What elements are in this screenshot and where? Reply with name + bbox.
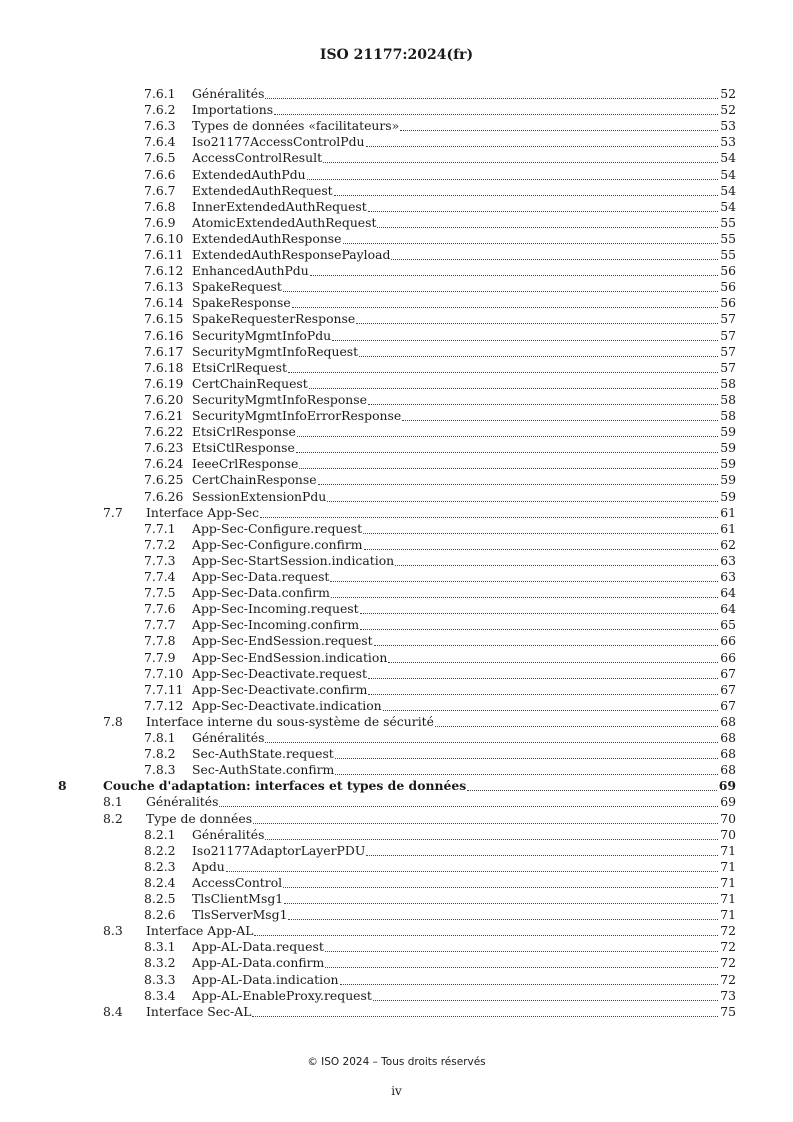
toc-entry-title: SecurityMgmtInfoResponse [192, 391, 367, 407]
toc-entry-number: 7.6.1 [144, 86, 176, 101]
dot-leader [219, 805, 718, 807]
toc-entry-page: 57 [720, 359, 736, 375]
toc-entry-page: 56 [720, 279, 736, 295]
toc-entry-title: Sec-AuthState.confirm [192, 762, 335, 778]
toc-entry-page: 67 [720, 697, 736, 713]
toc-entry[interactable] [0, 231, 793, 247]
toc-entry-title: ExtendedAuthResponsePayload [192, 247, 391, 262]
toc-entry-number: 7.8.3 [144, 762, 176, 778]
toc-entry-title: EtsiCrlRequest [192, 359, 287, 375]
dot-leader [288, 371, 718, 373]
toc-entry-title: App-Sec-Data.confirm [192, 585, 330, 601]
toc-entry-number: 8.4 [103, 1003, 123, 1019]
toc-entry[interactable] [0, 118, 793, 134]
toc-entry-page: 67 [720, 665, 736, 681]
toc-entry-title: Types de données «facilitateurs» [192, 118, 400, 134]
toc-entry-number: 7.6.22 [144, 424, 184, 440]
toc-entry-page: 56 [720, 295, 736, 311]
toc-entry-number: 7.6.6 [144, 166, 176, 182]
toc-entry[interactable] [0, 891, 793, 907]
dot-leader [368, 210, 718, 212]
toc-entry-number: 8 [58, 778, 67, 794]
toc-entry-page: 69 [720, 794, 736, 810]
toc-entry[interactable] [0, 167, 793, 183]
toc-entry-title: App-Sec-Data.request [192, 569, 330, 584]
toc-entry[interactable] [0, 988, 793, 1004]
toc-entry-page: 68 [720, 713, 736, 729]
toc-entry-title: Interface interne du sous-système de sécurité [146, 713, 434, 729]
toc-entry-title: SessionExtensionPdu [192, 488, 327, 504]
toc-entry-page: 52 [720, 86, 736, 101]
toc-entry[interactable] [0, 311, 793, 327]
toc-entry-number: 7.6.2 [144, 102, 176, 118]
toc-entry-page: 62 [720, 536, 736, 552]
dot-leader [332, 339, 718, 341]
toc-entry-page: 57 [720, 311, 736, 327]
dot-leader [383, 709, 719, 711]
toc-entry[interactable] [0, 811, 793, 827]
toc-entry-number: 7.6.16 [144, 327, 184, 343]
page-number: iv [391, 1084, 402, 1098]
dot-leader [309, 387, 718, 389]
dot-leader [327, 500, 718, 502]
toc-entry-page: 61 [720, 504, 736, 520]
toc-entry-title: CertChainResponse [192, 472, 317, 488]
dot-leader [373, 999, 718, 1001]
dot-leader [377, 226, 718, 228]
toc-entry-title: Généralités [192, 730, 265, 745]
toc-entry[interactable] [0, 843, 793, 859]
toc-entry-number: 8.3.3 [144, 971, 176, 987]
document-header: ISO 21177:2024(fr) [319, 47, 474, 63]
toc-entry[interactable] [0, 505, 793, 521]
toc-entry[interactable] [0, 875, 793, 891]
toc-entry[interactable] [0, 972, 793, 988]
toc-entry-title: Généralités [192, 86, 265, 101]
toc-entry-page: 54 [720, 150, 736, 166]
toc-entry-page: 72 [720, 971, 736, 987]
dot-leader [260, 516, 718, 518]
toc-entry-title: AccessControl [192, 874, 283, 890]
toc-entry[interactable] [0, 215, 793, 231]
toc-entry-page: 59 [720, 440, 736, 456]
toc-entry-title: App-AL-Data.confirm [192, 955, 325, 971]
dot-leader [331, 596, 718, 598]
toc-entry-title: App-AL-Data.indication [192, 971, 339, 987]
toc-entry-number: 8.2.5 [144, 891, 176, 906]
toc-entry[interactable] [0, 698, 793, 714]
dot-leader [368, 403, 718, 405]
toc-entry[interactable] [0, 794, 793, 810]
toc-entry-number: 7.6.3 [144, 118, 176, 134]
dot-leader [283, 290, 718, 292]
toc-entry-number: 8.1 [103, 794, 123, 810]
dot-leader [368, 677, 718, 679]
dot-leader [253, 822, 718, 824]
toc-entry[interactable] [0, 424, 793, 440]
toc-entry[interactable] [0, 360, 793, 376]
toc-entry-page: 64 [720, 601, 736, 617]
toc-entry-title: SpakeRequesterResponse [192, 311, 356, 327]
toc-entry[interactable] [0, 778, 793, 794]
toc-entry-number: 7.6.19 [144, 375, 184, 391]
toc-entry-number: 7.6.7 [144, 182, 176, 198]
toc-entry[interactable] [0, 521, 793, 537]
toc-entry-title: Iso21177AccessControlPdu [192, 134, 365, 150]
toc-entry[interactable] [0, 859, 793, 875]
toc-entry-number: 7.6.23 [144, 440, 184, 456]
dot-leader [335, 773, 718, 775]
toc-entry-number: 7.7.4 [144, 569, 176, 584]
toc-entry-number: 7.7.3 [144, 552, 176, 568]
toc-entry[interactable] [0, 537, 793, 553]
toc-entry-number: 7.6.25 [144, 472, 184, 488]
dot-leader [374, 644, 719, 646]
dot-leader [254, 934, 718, 936]
toc-entry[interactable] [0, 328, 793, 344]
toc-entry-number: 7.8.2 [144, 746, 176, 762]
toc-entry-page: 54 [720, 166, 736, 182]
toc-entry-page: 73 [720, 987, 736, 1003]
toc-entry-page: 70 [720, 810, 736, 826]
toc-entry-page: 67 [720, 681, 736, 697]
toc-entry[interactable] [0, 746, 793, 762]
toc-entry[interactable] [0, 392, 793, 408]
dot-leader [274, 113, 718, 115]
toc-entry[interactable] [0, 295, 793, 311]
dot-leader [343, 242, 719, 244]
toc-entry-title: TlsServerMsg1 [192, 907, 288, 923]
toc-entry[interactable] [0, 666, 793, 682]
toc-entry[interactable] [0, 955, 793, 971]
toc-entry[interactable] [0, 1004, 793, 1020]
toc-entry-number: 7.7.7 [144, 617, 176, 633]
dot-leader [265, 741, 718, 743]
toc-entry-number: 8.2.4 [144, 874, 176, 890]
toc-entry-title: SpakeResponse [192, 295, 291, 311]
toc-entry-title: App-Sec-EndSession.indication [192, 649, 388, 665]
toc-entry-title: SecurityMgmtInfoErrorResponse [192, 408, 402, 423]
toc-entry-page: 58 [720, 391, 736, 407]
toc-entry-number: 8.2.3 [144, 858, 176, 874]
dot-leader [360, 612, 719, 614]
toc-entry-page: 57 [720, 327, 736, 343]
dot-leader [467, 789, 717, 791]
toc-entry-number: 7.6.26 [144, 488, 184, 504]
dot-leader [296, 451, 718, 453]
toc-entry-title: Couche d'adaptation: interfaces et types de données [103, 778, 467, 794]
toc-entry[interactable] [0, 440, 793, 456]
dot-leader [297, 435, 718, 437]
dot-leader [366, 145, 719, 147]
toc-entry[interactable] [0, 827, 793, 843]
dot-leader [340, 983, 719, 985]
toc-entry-page: 56 [720, 263, 736, 279]
dot-leader [325, 966, 718, 968]
toc-entry-title: App-Sec-Incoming.confirm [192, 617, 360, 633]
toc-entry-number: 7.6.5 [144, 150, 176, 166]
toc-entry-page: 71 [720, 891, 736, 906]
toc-entry-page: 64 [720, 585, 736, 601]
dot-leader [359, 355, 718, 357]
toc-entry[interactable] [0, 907, 793, 923]
toc-entry-title: App-Sec-EndSession.request [192, 633, 373, 649]
toc-entry-number: 7.6.24 [144, 456, 184, 472]
toc-entry[interactable] [0, 650, 793, 666]
toc-entry-title: AccessControlResult [192, 150, 323, 166]
dot-leader [288, 918, 718, 920]
dot-leader [391, 258, 718, 260]
toc-entry-number: 7.6.11 [144, 247, 184, 262]
toc-entry-page: 70 [720, 826, 736, 842]
dot-leader [395, 564, 718, 566]
dot-leader [400, 129, 718, 131]
toc-entry-title: App-AL-Data.request [192, 939, 324, 955]
toc-entry-title: SecurityMgmtInfoPdu [192, 327, 332, 343]
toc-entry-title: ExtendedAuthPdu [192, 166, 306, 182]
toc-entry-title: Importations [192, 102, 274, 118]
toc-entry-number: 7.7.12 [144, 697, 184, 713]
toc-entry-page: 58 [720, 375, 736, 391]
toc-entry[interactable] [0, 939, 793, 955]
toc-entry-title: EtsiCtlResponse [192, 440, 295, 456]
toc-entry-title: AtomicExtendedAuthRequest [192, 214, 377, 230]
toc-entry[interactable] [0, 585, 793, 601]
toc-entry-number: 8.3.1 [144, 939, 176, 955]
toc-entry[interactable] [0, 408, 793, 424]
toc-entry-page: 52 [720, 102, 736, 118]
toc-entry-page: 72 [720, 955, 736, 971]
toc-entry-title: Type de données [146, 810, 253, 826]
toc-entry[interactable] [0, 617, 793, 633]
toc-entry-number: 7.6.10 [144, 230, 184, 246]
toc-entry-number: 8.3.4 [144, 987, 176, 1003]
toc-entry-title: App-Sec-Deactivate.request [192, 665, 367, 681]
toc-entry-number: 7.6.17 [144, 343, 184, 359]
toc-entry[interactable] [0, 553, 793, 569]
toc-entry-page: 58 [720, 408, 736, 423]
dot-leader [356, 322, 718, 324]
toc-entry-page: 55 [720, 214, 736, 230]
toc-entry-number: 7.7.5 [144, 585, 176, 601]
toc-entry-page: 71 [720, 858, 736, 874]
toc-entry-title: IeeeCrlResponse [192, 456, 299, 472]
toc-entry[interactable] [0, 183, 793, 199]
dot-leader [334, 194, 719, 196]
toc-entry-number: 7.7.6 [144, 601, 176, 617]
toc-entry-number: 8.2.1 [144, 826, 176, 842]
toc-entry-title: CertChainRequest [192, 375, 308, 391]
toc-entry-page: 66 [720, 649, 736, 665]
toc-entry-page: 63 [720, 569, 736, 584]
toc-entry-page: 59 [720, 424, 736, 440]
toc-entry-page: 53 [720, 134, 736, 150]
toc-entry-page: 59 [720, 488, 736, 504]
toc-entry-page: 53 [720, 118, 736, 134]
toc-entry-page: 66 [720, 633, 736, 649]
toc-entry[interactable] [0, 102, 793, 118]
toc-entry-number: 7.7.8 [144, 633, 176, 649]
toc-entry-number: 7.7 [103, 504, 123, 520]
toc-entry-number: 7.7.9 [144, 649, 176, 665]
toc-entry-title: Sec-AuthState.request [192, 746, 334, 762]
toc-entry[interactable] [0, 923, 793, 939]
toc-entry-number: 8.3 [103, 923, 123, 939]
toc-entry-title: ExtendedAuthRequest [192, 182, 333, 198]
toc-entry-page: 61 [720, 520, 736, 536]
dot-leader [335, 757, 718, 759]
dot-leader [325, 950, 718, 952]
toc-entry[interactable] [0, 263, 793, 279]
toc-entry[interactable] [0, 279, 793, 295]
toc-entry-page: 72 [720, 939, 736, 955]
toc-entry-number: 8.2 [103, 810, 123, 826]
toc-entry-page: 54 [720, 198, 736, 214]
toc-entry-number: 7.6.21 [144, 408, 184, 423]
toc-entry[interactable] [0, 456, 793, 472]
toc-entry-number: 7.7.11 [144, 681, 184, 697]
toc-entry-number: 7.8.1 [144, 730, 176, 745]
toc-entry[interactable] [0, 199, 793, 215]
toc-entry-number: 7.8 [103, 713, 123, 729]
dot-leader [363, 532, 718, 534]
toc-entry-title: App-AL-EnableProxy.request [192, 987, 372, 1003]
toc-entry-page: 57 [720, 343, 736, 359]
toc-entry-title: Interface App-Sec [146, 504, 260, 520]
toc-entry-title: SpakeRequest [192, 279, 282, 295]
toc-entry[interactable] [0, 714, 793, 730]
toc-entry-title: App-Sec-Configure.confirm [192, 536, 363, 552]
copyright-notice: © ISO 2024 – Tous droits réservés [307, 1056, 486, 1068]
dot-leader [330, 580, 718, 582]
toc-entry-title: Apdu [192, 858, 225, 874]
toc-entry-page: 59 [720, 472, 736, 488]
toc-entry-page: 71 [720, 842, 736, 858]
dot-leader [402, 419, 718, 421]
toc-entry[interactable] [0, 682, 793, 698]
dot-leader [368, 693, 718, 695]
toc-entry-number: 7.6.13 [144, 279, 184, 295]
toc-entry-title: SecurityMgmtInfoRequest [192, 343, 359, 359]
toc-entry[interactable] [0, 489, 793, 505]
toc-entry-number: 7.6.20 [144, 391, 184, 407]
dot-leader [299, 467, 718, 469]
toc-entry-page: 75 [720, 1003, 736, 1019]
toc-entry-number: 7.6.15 [144, 311, 184, 327]
toc-entry-page: 72 [720, 923, 736, 939]
toc-entry[interactable] [0, 247, 793, 263]
toc-entry-title: App-Sec-Configure.request [192, 520, 363, 536]
toc-entry[interactable] [0, 601, 793, 617]
toc-entry[interactable] [0, 762, 793, 778]
toc-entry-title: Généralités [146, 794, 219, 810]
toc-entry-page: 55 [720, 247, 736, 262]
toc-entry-title: App-Sec-StartSession.indication [192, 552, 395, 568]
dot-leader [226, 870, 718, 872]
dot-leader [265, 97, 718, 99]
toc-entry-number: 7.7.1 [144, 520, 176, 536]
toc-entry[interactable] [0, 376, 793, 392]
dot-leader [310, 274, 719, 276]
dot-leader [366, 854, 718, 856]
toc-entry-page: 55 [720, 230, 736, 246]
dot-leader [265, 838, 718, 840]
toc-entry-page: 65 [720, 617, 736, 633]
toc-entry-title: App-Sec-Deactivate.indication [192, 697, 382, 713]
dot-leader [318, 483, 719, 485]
dot-leader [307, 178, 719, 180]
toc-entry-number: 7.6.12 [144, 263, 184, 279]
toc-entry-page: 59 [720, 456, 736, 472]
toc-entry[interactable] [0, 472, 793, 488]
toc-entry-page: 54 [720, 182, 736, 198]
dot-leader [388, 661, 718, 663]
toc-entry-title: App-Sec-Deactivate.confirm [192, 681, 368, 697]
toc-entry-title: Interface Sec-AL [146, 1003, 252, 1019]
dot-leader [252, 1015, 718, 1017]
toc-entry[interactable] [0, 344, 793, 360]
dot-leader [323, 161, 718, 163]
dot-leader [364, 548, 719, 550]
toc-entry-number: 7.6.9 [144, 214, 176, 230]
toc-entry-page: 63 [720, 552, 736, 568]
toc-entry-title: Interface App-AL [146, 923, 254, 939]
toc-entry-number: 7.6.18 [144, 359, 184, 375]
toc-entry-number: 8.3.2 [144, 955, 176, 971]
toc-entry[interactable] [0, 569, 793, 585]
toc-entry-title: Généralités [192, 826, 265, 842]
toc-entry-title: ExtendedAuthResponse [192, 230, 342, 246]
toc-entry-title: EnhancedAuthPdu [192, 263, 309, 279]
toc-entry-page: 68 [720, 746, 736, 762]
toc-entry-number: 7.7.10 [144, 665, 184, 681]
dot-leader [435, 725, 718, 727]
toc-entry-title: InnerExtendedAuthRequest [192, 198, 367, 214]
toc-entry-page: 71 [720, 907, 736, 923]
toc-entry-page: 68 [720, 762, 736, 778]
toc-entry-page: 69 [718, 778, 736, 794]
toc-entry[interactable] [0, 633, 793, 649]
toc-entry-number: 8.2.6 [144, 907, 176, 923]
toc-entry[interactable] [0, 86, 793, 102]
toc-entry-number: 8.2.2 [144, 842, 176, 858]
toc-entry-title: App-Sec-Incoming.request [192, 601, 359, 617]
toc-entry-number: 7.6.8 [144, 198, 176, 214]
toc-entry-title: EtsiCrlResponse [192, 424, 296, 440]
dot-leader [292, 306, 718, 308]
toc-entry[interactable] [0, 150, 793, 166]
toc-entry[interactable] [0, 730, 793, 746]
toc-entry-number: 7.6.14 [144, 295, 184, 311]
toc-entry-title: Iso21177AdaptorLayerPDU [192, 842, 366, 858]
dot-leader [360, 628, 718, 630]
toc-entry[interactable] [0, 134, 793, 150]
toc-entry-page: 71 [720, 874, 736, 890]
toc-entry-number: 7.7.2 [144, 536, 176, 552]
dot-leader [284, 902, 718, 904]
toc-entry-number: 7.6.4 [144, 134, 176, 150]
toc-entry-title: TlsClientMsg1 [192, 891, 284, 906]
dot-leader [283, 886, 718, 888]
toc-entry-page: 68 [720, 730, 736, 745]
